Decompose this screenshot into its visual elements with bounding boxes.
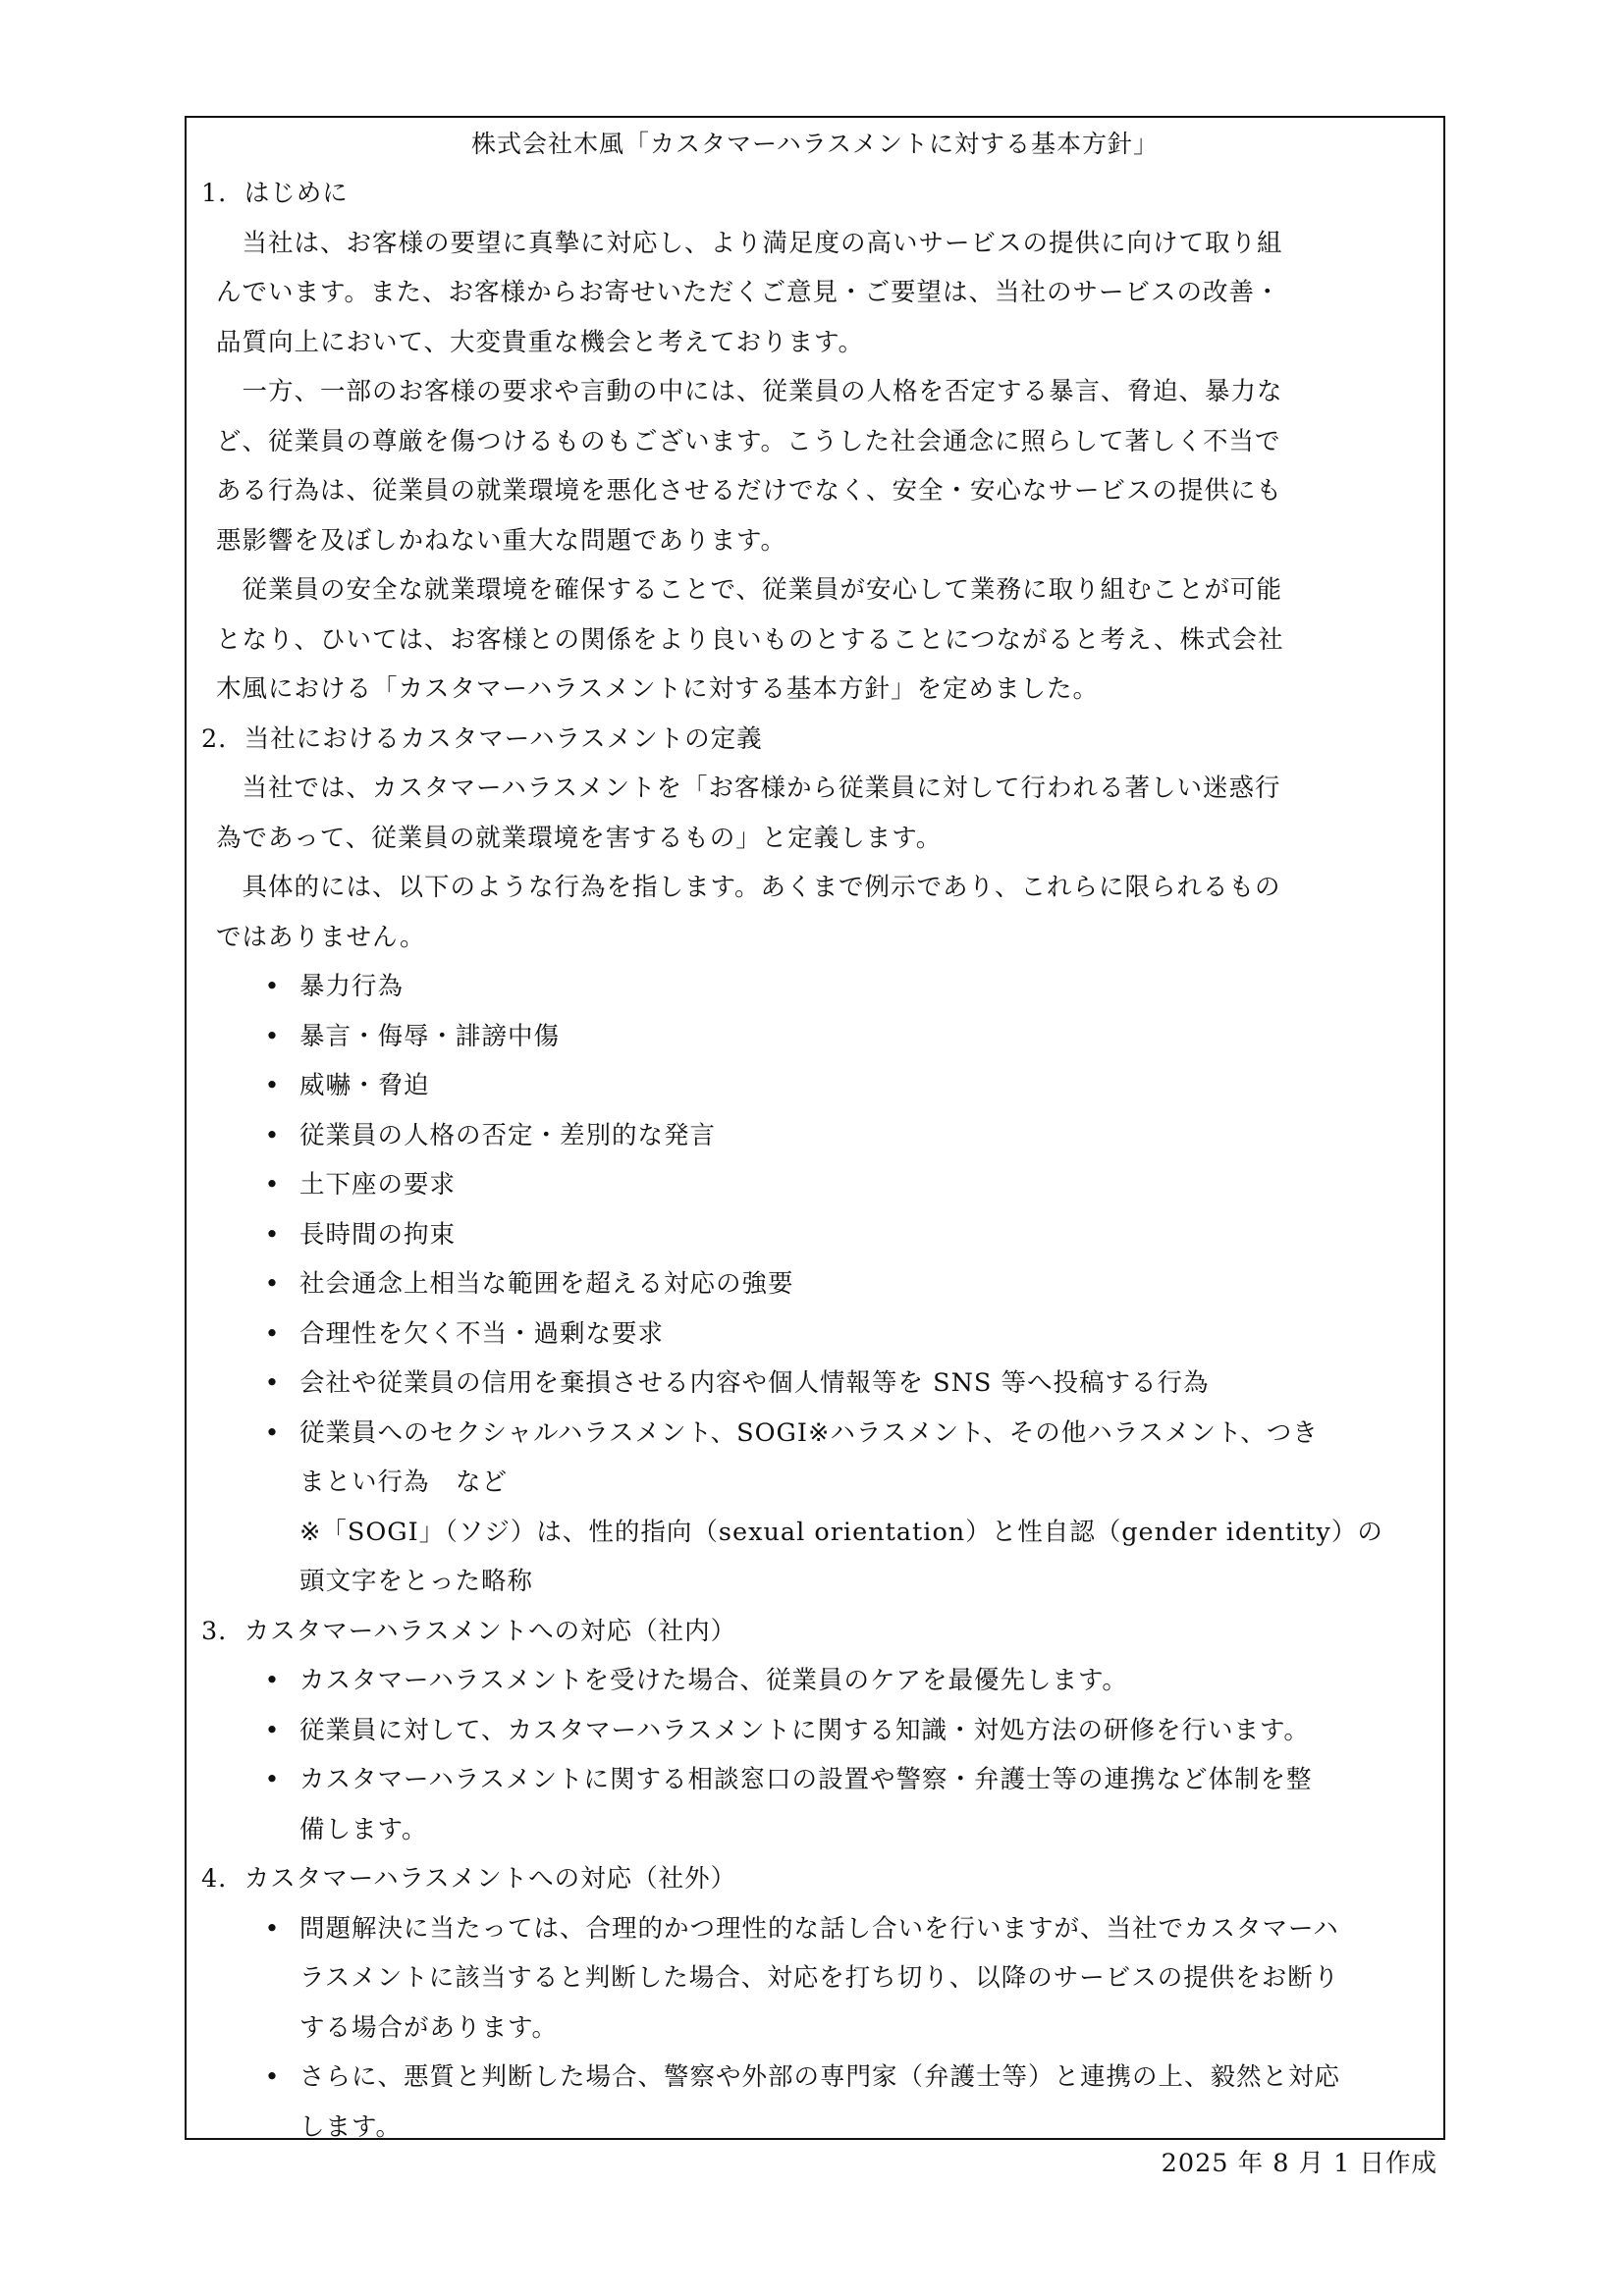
list-item-line: 従業員へのセクシャルハラスメント、SOGI※ハラスメント、その他ハラスメント、つき bbox=[299, 1417, 1319, 1448]
bullet-icon: • bbox=[264, 1318, 280, 1348]
list-item-line: 威嚇・脅迫 bbox=[299, 1071, 430, 1100]
list-item-line: 合理性を欠く不当・過剰な要求 bbox=[299, 1318, 665, 1349]
paragraph-line: 為であって、従業員の就業環境を害するもの」と定義します。 bbox=[216, 823, 943, 853]
document-title: 株式会社木風「カスタマーハラスメントに対する基本方針」 bbox=[470, 130, 1159, 158]
list-item-line: 長時間の拘束 bbox=[299, 1219, 457, 1250]
bullet-icon: • bbox=[264, 1913, 280, 1943]
paragraph-line: ある行為は、従業員の就業環境を悪化させるだけでなく、安全・安心なサービスの提供にも bbox=[216, 476, 1282, 506]
list-item-line: 土下座の要求 bbox=[299, 1170, 457, 1200]
list-item-line: 従業員に対して、カスタマーハラスメントに関する知識・対処方法の研修を行います。 bbox=[299, 1715, 1310, 1745]
creation-date: 2025 年 8 月 1 日作成 bbox=[1161, 2149, 1437, 2178]
paragraph-line: 悪影響を及ぼしかねない重大な問題であります。 bbox=[216, 525, 786, 556]
list-item-line: ※「SOGI」（ソジ）は、性的指向（sexual orientation）と性自認（gender identity）の bbox=[299, 1517, 1383, 1547]
paragraph-line: 従業員の安全な就業環境を確保することで、従業員が安心して業務に取り組むことが可能 bbox=[216, 575, 1282, 605]
list-item-line: 頭文字をとった略称 bbox=[299, 1567, 533, 1596]
paragraph-line: ではありません。 bbox=[216, 922, 426, 952]
paragraph-line: 品質向上において、大変貴重な機会と考えております。 bbox=[216, 327, 864, 357]
bullet-icon: • bbox=[264, 1417, 280, 1447]
bullet-icon: • bbox=[264, 1120, 280, 1149]
list-item-line: さらに、悪質と判断した場合、警察や外部の専門家（弁護士等）と連携の上、毅然と対応 bbox=[299, 2062, 1341, 2092]
policy-document-frame bbox=[185, 116, 1445, 2140]
section-heading: 4．カスタマーハラスメントへの対応（社外） bbox=[201, 1864, 737, 1894]
list-item-line: 社会通念上相当な範囲を超える対応の強要 bbox=[299, 1269, 794, 1299]
list-item-line: まとい行為 など bbox=[299, 1468, 509, 1497]
list-item-line: する場合があります。 bbox=[299, 2012, 558, 2043]
bullet-icon: • bbox=[264, 2062, 280, 2091]
list-item-line: します。 bbox=[299, 2111, 402, 2142]
bullet-icon: • bbox=[264, 1219, 280, 1249]
paragraph-line: ど、従業員の尊厳を傷つけるものもございます。こうした社会通念に照らして著しく不当で bbox=[216, 426, 1281, 456]
paragraph-line: 当社は、お客様の要望に真摯に対応し、より満足度の高いサービスの提供に向けて取り組 bbox=[216, 228, 1283, 258]
list-item-line: 問題解決に当たっては、合理的かつ理性的な話し合いを行いますが、当社でカスタマーハ bbox=[299, 1913, 1339, 1944]
section-heading: 2．当社におけるカスタマーハラスメントの定義 bbox=[201, 723, 763, 754]
section-heading: 1．はじめに bbox=[201, 179, 349, 208]
list-item-line: カスタマーハラスメントに関する相談窓口の設置や警察・弁護士等の連携など体制を整 bbox=[299, 1765, 1313, 1794]
list-item-line: 会社や従業員の信用を棄損させる内容や個人情報等を SNS 等へ投稿する行為 bbox=[299, 1368, 1210, 1398]
paragraph-line: 木風における「カスタマーハラスメントに対する基本方針」を定めました。 bbox=[216, 674, 1099, 704]
list-item-line: ラスメントに該当すると判断した場合、対応を打ち切り、以降のサービスの提供をお断り bbox=[299, 1963, 1340, 1993]
paragraph-line: となり、ひいては、お客様との関係をより良いものとすることにつながると考え、株式会社 bbox=[216, 624, 1284, 655]
list-item-line: カスタマーハラスメントを受けた場合、従業員のケアを最優先します。 bbox=[299, 1666, 1128, 1695]
list-item-line: 暴言・侮辱・誹謗中傷 bbox=[299, 1021, 561, 1051]
bullet-icon: • bbox=[264, 1269, 280, 1298]
list-item-line: 備します。 bbox=[299, 1814, 428, 1844]
bullet-icon: • bbox=[264, 1666, 280, 1694]
list-item-line: 従業員の人格の否定・差別的な発言 bbox=[299, 1120, 717, 1150]
paragraph-line: 一方、一部のお客様の要求や言動の中には、従業員の人格を否定する暴言、脅迫、暴力な bbox=[216, 377, 1283, 406]
paragraph-line: 具体的には、以下のような行為を指します。あくまで例示であり、これらに限られるもの bbox=[216, 873, 1281, 902]
bullet-icon: • bbox=[264, 1765, 280, 1793]
bullet-icon: • bbox=[264, 1715, 280, 1744]
bullet-icon: • bbox=[264, 1071, 280, 1099]
list-item-line: 暴力行為 bbox=[299, 972, 405, 1001]
bullet-icon: • bbox=[264, 1021, 280, 1050]
bullet-icon: • bbox=[264, 972, 280, 1000]
bullet-icon: • bbox=[264, 1170, 280, 1199]
section-heading: 3．カスタマーハラスメントへの対応（社内） bbox=[201, 1616, 737, 1646]
bullet-icon: • bbox=[264, 1368, 280, 1397]
paragraph-line: 当社では、カスタマーハラスメントを「お客様から従業員に対して行われる著しい迷惑行 bbox=[216, 774, 1281, 803]
paragraph-line: んでいます。また、お客様からお寄せいただくご意見・ご要望は、当社のサービスの改善・ bbox=[216, 278, 1281, 307]
